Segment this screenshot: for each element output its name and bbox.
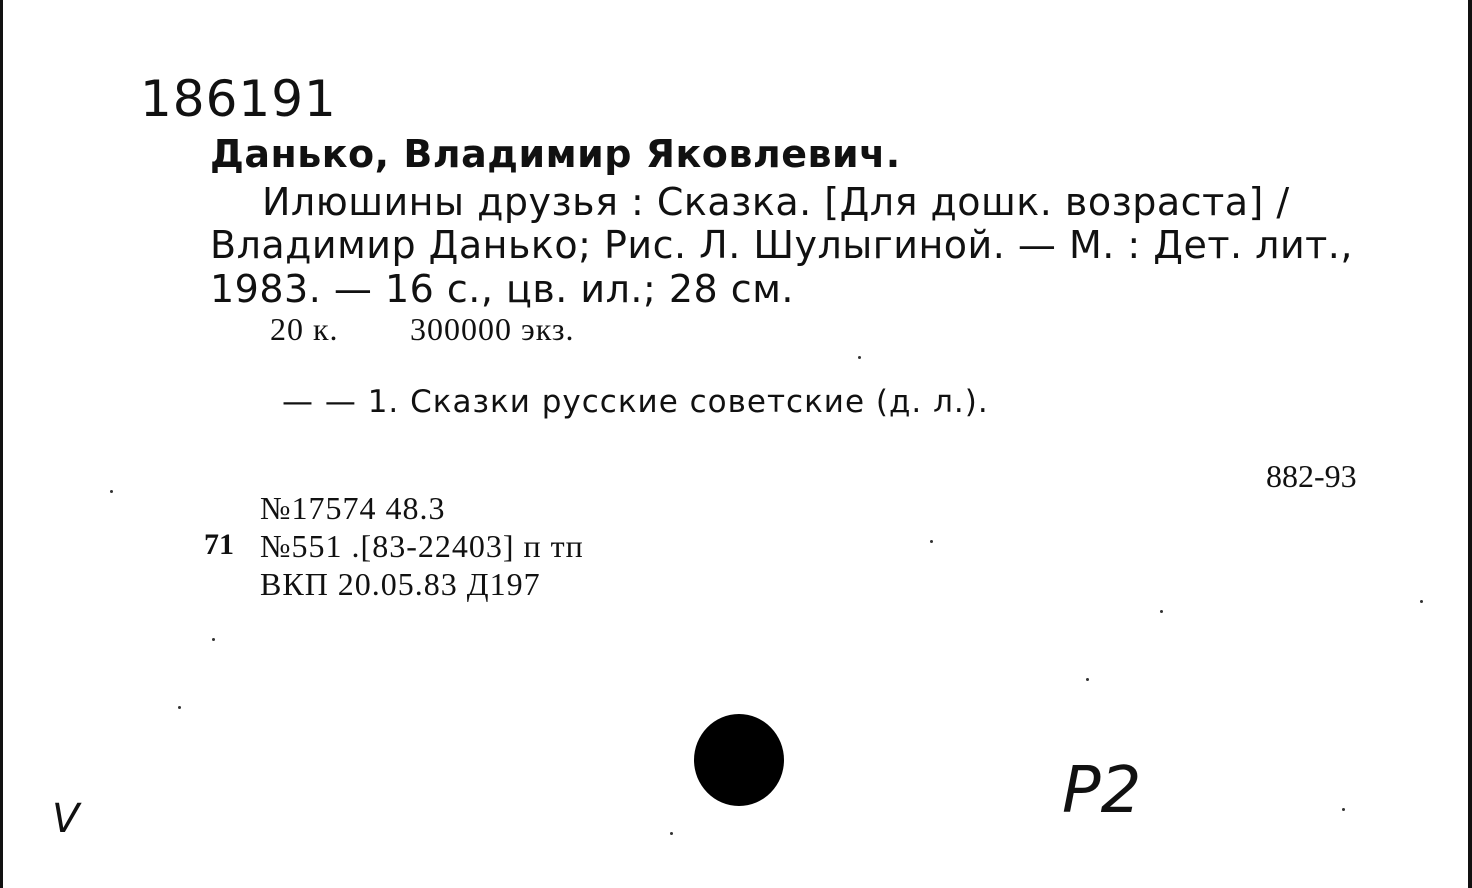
speck [110, 490, 113, 493]
reference-number: 882-93 [1266, 458, 1357, 494]
speck [212, 638, 215, 641]
print-run: 300000 экз. [410, 311, 575, 347]
price: 20 к. [270, 311, 339, 347]
speck [858, 356, 861, 359]
catalog-number: 186191 [140, 70, 337, 128]
handwritten-mark: P2 [1062, 754, 1142, 828]
side-number: 71 [204, 528, 234, 561]
punch-hole [694, 714, 784, 806]
speck [178, 706, 181, 709]
record-line: №551 .[83-22403] п тп [260, 528, 584, 564]
acquisition-line: №17574 48.3 [260, 490, 446, 526]
vkp-line: ВКП 20.05.83 Д197 [260, 566, 541, 602]
handwritten-check: V [52, 796, 80, 842]
speck [1420, 600, 1423, 603]
subject-entry: — — 1. Сказки русские советские (д. л.). [282, 384, 989, 420]
description-line-2: Владимир Данько; Рис. Л. Шулыгиной. — М. : Дет. лит., [210, 223, 1353, 267]
author-heading: Данько, Владимир Яковлевич. [210, 132, 901, 176]
description-line-3: 1983. — 16 с., цв. ил.; 28 см. [210, 267, 794, 311]
speck [1160, 610, 1163, 613]
speck [670, 832, 673, 835]
speck [930, 540, 933, 543]
speck [1342, 808, 1345, 811]
speck [1086, 678, 1089, 681]
description-line-1: Илюшины друзья : Сказка. [Для дошк. возраста] / [262, 180, 1290, 224]
